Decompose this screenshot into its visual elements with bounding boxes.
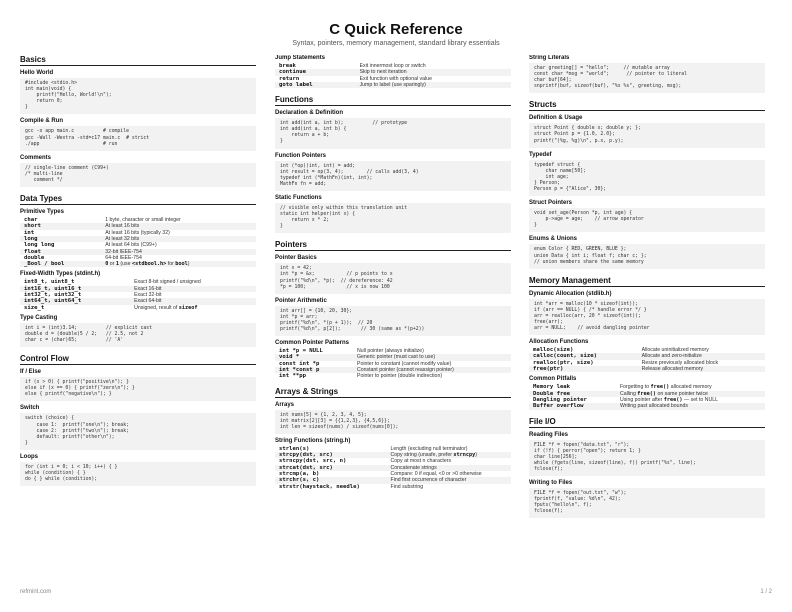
- subsection-title: Typedef: [529, 151, 552, 158]
- page-subtitle: Syntax, pointers, memory management, standard library essentials: [292, 40, 500, 47]
- table-row: int32_t, uint32_t Exact 32-bit: [24, 292, 162, 298]
- subsection-title: Reading Files: [529, 431, 569, 438]
- code-block-loops: for (int i = 0; i < 10; i++) { } while (condition) { } do { } while (condition);: [20, 462, 256, 486]
- table-row: continue Skip to next iteration: [275, 69, 511, 75]
- table-row: strchr(s, c) Find first occurrence of character: [275, 477, 511, 483]
- subsection-title: Loops: [20, 453, 38, 460]
- section-title-basics: Basics: [20, 55, 256, 66]
- subsection-title: Pointer Arithmetic: [275, 297, 327, 304]
- code-block-struct-definition: struct Point { double x; double y; }; struct Point p = {1.0, 2.0}; printf("(%g, %g)\n", p.x, p.y);: [529, 123, 765, 147]
- code-block-struct-pointers: void set_age(Person *p, int age) { p->age = age; // arrow operator }: [529, 208, 765, 232]
- code-block-writing-files: FILE *f = fopen("out.txt", "w"); fprintf(f, "value: %d\n", 42); fputs("hello\n", f); fclose(f);: [529, 488, 765, 518]
- table-row: strncpy(dst, src, n) Copy at most n characters: [279, 458, 452, 465]
- table-row: int *const p Constant pointer (cannot reassign pointer): [275, 367, 511, 373]
- string-functions-table: [275, 446, 511, 490]
- section-title-pointers: Pointers: [275, 240, 511, 251]
- code-block-pointer-arithmetic: int arr[] = {10, 20, 30}; int *p = arr; printf("%d\n", *(p + 1)); // 20 printf("%d\n", p[2]); // 30 (same as *(p+2)): [275, 306, 511, 336]
- section-title-control-flow: Control Flow: [20, 354, 256, 365]
- table-row: Buffer overflow Writing past allocated bounds: [529, 403, 765, 409]
- page-title: C Quick Reference: [329, 21, 463, 38]
- table-row: strcpy(dst, src) Copy string (unsafe, prefer strncpy): [275, 452, 511, 458]
- pitfalls-table: [529, 384, 765, 409]
- subsection-title: Jump Statements: [275, 55, 326, 61]
- table-row: strcat(dst, src) Concatenate strings: [275, 465, 511, 471]
- table-row: const int *p Pointer to constant (cannot modify value): [279, 360, 452, 367]
- table-row: strlen(s) Length (excluding null terminator): [279, 445, 468, 452]
- table-row: int **pp Pointer to pointer (double indirection): [279, 373, 443, 380]
- subsection-title: Compile & Run: [20, 118, 63, 125]
- table-row: strcmp(a, b) Compare: 0 if equal, <0 or >0 otherwise: [279, 471, 482, 478]
- code-block-typedef: typedef struct { char name[50]; int age; } Person; Person p = {"Alice", 30};: [529, 160, 765, 196]
- subsection-title: Pointer Basics: [275, 255, 317, 262]
- table-row: free(ptr) Release allocated memory: [529, 366, 765, 372]
- table-row: int64_t, uint64_t Exact 64-bit: [20, 298, 256, 304]
- subsection-title: Fixed-Width Types (stdint.h): [20, 271, 101, 278]
- subsection-title: Definition & Usage: [529, 115, 583, 122]
- table-row: int16_t, uint16_t Exact 16-bit: [20, 286, 256, 292]
- footer-page-number: 1 / 2: [760, 589, 772, 595]
- column-2: [275, 55, 511, 585]
- section-title-data-types: Data Types: [20, 194, 256, 205]
- subsection-title: Enums & Unions: [529, 236, 578, 243]
- code-block-arrays: int nums[5] = {1, 2, 3, 4, 5}; int matrix[2][3] = {{1,2,3}, {4,5,6}}; int len = sizeof(nums) / sizeof(nums[0]);: [275, 410, 511, 434]
- jump-statements-table: [275, 63, 511, 88]
- subsection-title: Common Pitfalls: [529, 376, 577, 383]
- table-row: break Exit innermost loop or switch: [279, 63, 426, 69]
- table-row: realloc(ptr, size) Resize previously allocated block: [533, 359, 719, 366]
- code-block-type-casting: int i = (int)3.14; // explicit cast double d = (double)5 / 2; // 2.5, not 2 char c = (char)65; // 'A': [20, 323, 256, 347]
- subsection-title: If / Else: [20, 369, 42, 376]
- code-block-enums-unions: enum Color { RED, GREEN, BLUE }; union Data { int i; float f; char c; }; // union members share the same memory: [529, 244, 765, 268]
- pointer-patterns-table: [275, 348, 511, 379]
- code-block-string-literals: char greeting[] = "hello"; // mutable array const char *msg = "world"; // pointer to literal char buf[64]; snprintf(buf, sizeof(buf), "%s %s", greeting, msg);: [529, 63, 765, 93]
- header: [0, 21, 792, 47]
- section-title-memory-management: Memory Management: [529, 276, 765, 287]
- subsection-title: Declaration & Definition: [275, 110, 344, 117]
- code-block-comments: // single-line comment (C99+) /* multi-line comment */: [20, 163, 256, 187]
- section-title-functions: Functions: [275, 95, 511, 106]
- column-1: [20, 55, 256, 585]
- subsection-title: Type Casting: [20, 314, 58, 321]
- subsection-title: Arrays: [275, 401, 295, 408]
- table-row: float 32-bit IEEE-754: [20, 249, 256, 255]
- table-row: double 64-bit IEEE-754: [24, 254, 142, 261]
- table-row: goto label Jump to label (use sparingly): [275, 82, 511, 88]
- table-row: long At least 32 bits: [20, 236, 256, 242]
- table-row: int At least 16 bits (typically 32): [24, 229, 170, 236]
- code-block-function-pointers: int (*op)(int, int) = add; int result = op(3, 4); // calls add(3, 4) typedef int (*MathFn)(int, int); MathFn fn = add;: [275, 161, 511, 191]
- code-block-reading-files: FILE *f = fopen("data.txt", "r"); if (!f) { perror("open"); return 1; } char line[256]; while (fgets(line, sizeof(line), f)) printf("%s", line); fclose(f);: [529, 440, 765, 476]
- code-block-declaration: int add(int a, int b); // prototype int add(int a, int b) { return a + b; }: [275, 118, 511, 148]
- code-block-hello-world: #include <stdio.h> int main(void) { printf("Hello, World!\n"); return 0; }: [20, 78, 256, 114]
- table-row: long long At least 64 bits (C99+): [24, 242, 157, 249]
- table-row: malloc(size) Allocate uninitialized memory: [533, 347, 709, 354]
- code-block-dynamic-allocation: int *arr = malloc(10 * sizeof(int)); if (arr == NULL) { /* handle error */ } arr = realloc(arr, 20 * sizeof(int)); free(arr); arr = NULL; // avoid dangling pointer: [529, 299, 765, 335]
- table-row: size_t Unsigned, result of sizeof: [24, 304, 198, 311]
- column-3: [529, 55, 765, 585]
- fixed-width-types-table: [20, 279, 256, 310]
- table-row: Memory leak Forgetting to free() allocated memory: [533, 384, 712, 391]
- section-title-file-io: File I/O: [529, 417, 765, 428]
- subsection-title: Struct Pointers: [529, 200, 573, 207]
- code-block-pointer-basics: int x = 42; int *p = &x; // p points to x printf("%d\n", *p); // dereference: 42 *p = 100; // x is now 100: [275, 263, 511, 293]
- subsection-title: Common Pointer Patterns: [275, 340, 350, 347]
- code-block-switch: switch (choice) { case 1: printf("one\n"); break; case 2: printf("two\n"); break; default: printf("other\n"); }: [20, 413, 256, 449]
- subsection-title: Static Functions: [275, 194, 322, 201]
- subsection-title: Allocation Functions: [529, 339, 589, 346]
- code-block-static-functions: // visible only within this translation unit static int helper(int x) { return x * 2; }: [275, 203, 511, 233]
- primitive-types-table: [20, 217, 256, 267]
- section-title-structs: Structs: [529, 100, 765, 111]
- table-row: strstr(haystack, needle) Find substring: [279, 483, 424, 490]
- code-block-compile: gcc -o app main.c # compile gcc -Wall -Wextra -std=c17 main.c # strict ./app # run: [20, 126, 256, 150]
- subsection-title: String Functions (string.h): [275, 437, 351, 444]
- table-row: short At least 16 bits: [20, 223, 256, 229]
- table-row: Double free Calling free() on same pointer twice: [529, 391, 765, 397]
- table-row: void * Generic pointer (must cast to use): [275, 354, 511, 360]
- table-row: calloc(count, size) Allocate and zero-initialize: [529, 353, 765, 359]
- table-row: int *p = NULL Null pointer (always initialize): [279, 348, 424, 355]
- allocation-functions-table: [529, 347, 765, 372]
- subsection-title: Writing to Files: [529, 480, 573, 486]
- subsection-title: Switch: [20, 405, 40, 412]
- table-row: char 1 byte, character or small integer: [24, 217, 181, 224]
- subsection-title: Comments: [20, 154, 52, 161]
- table-row: _Bool / bool 0 or 1 (use <stdbool.h> for bool): [20, 261, 256, 267]
- subsection-title: Hello World: [20, 70, 54, 76]
- table-row: Dangling pointer Using pointer after free() — set to NULL: [533, 396, 719, 403]
- subsection-title: Primitive Types: [20, 209, 64, 216]
- subsection-title: Function Pointers: [275, 152, 326, 159]
- table-row: int8_t, uint8_t Exact 8-bit signed / unsigned: [24, 279, 201, 286]
- columns: [20, 55, 772, 585]
- table-row: return Exit function with optional value: [279, 75, 432, 82]
- section-title-arrays-strings: Arrays & Strings: [275, 387, 511, 398]
- footer-site: refmint.com: [20, 589, 52, 595]
- subsection-title: Dynamic Allocation (stdlib.h): [529, 290, 612, 297]
- subsection-title: String Literals: [529, 55, 570, 61]
- code-block-if-else: if (x > 0) { printf("positive\n"); } else if (x == 0) { printf("zero\n"); } else { printf("negative\n"); }: [20, 377, 256, 401]
